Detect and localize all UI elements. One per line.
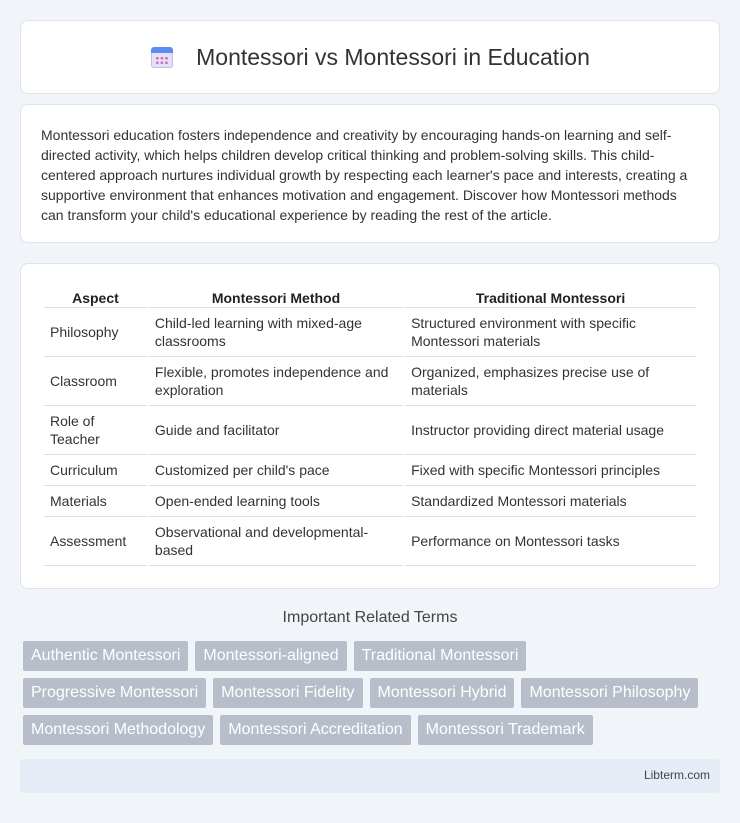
table-cell-aspect: Philosophy — [44, 308, 147, 357]
tag-traditional-montessori[interactable]: Traditional Montessori — [354, 641, 527, 671]
intro-card — [20, 104, 720, 243]
tag-montessori-fidelity[interactable]: Montessori Fidelity — [213, 678, 362, 708]
column-header-traditional-montessori: Traditional Montessori — [405, 286, 696, 308]
tag-montessori-philosophy[interactable]: Montessori Philosophy — [521, 678, 698, 708]
related-terms-list — [23, 641, 723, 752]
table-cell-traditional: Performance on Montessori tasks — [405, 517, 696, 566]
table-row — [44, 517, 696, 566]
column-header-aspect: Aspect — [44, 286, 147, 308]
comparison-table — [42, 286, 698, 566]
table-row — [44, 406, 696, 455]
tag-montessori-hybrid[interactable]: Montessori Hybrid — [370, 678, 515, 708]
table-row — [44, 357, 696, 406]
table-cell-traditional: Fixed with specific Montessori principles — [405, 455, 696, 486]
comparison-card — [20, 263, 720, 589]
table-cell-traditional: Organized, emphasizes precise use of materials — [405, 357, 696, 406]
table-cell-method: Flexible, promotes independence and exploration — [149, 357, 403, 406]
tag-montessori-accreditation[interactable]: Montessori Accreditation — [220, 715, 410, 745]
header-card — [20, 20, 720, 94]
table-cell-method: Customized per child's pace — [149, 455, 403, 486]
table-cell-method: Open-ended learning tools — [149, 486, 403, 517]
table-row — [44, 455, 696, 486]
calendar-icon — [150, 45, 174, 69]
column-header-montessori-method: Montessori Method — [149, 286, 403, 308]
table-header-row — [44, 286, 696, 308]
tag-montessori-trademark[interactable]: Montessori Trademark — [418, 715, 593, 745]
intro-text: Montessori education fosters independence and creativity by encouraging hands-on learning and self-directed activity, which helps children develop critical thinking and problem-solving skills. This child-centered approach nurtures individual growth by respecting each learner's pace and interests, creating a supportive environment that enhances motivation and engagement. Discover how Montessori methods can transform your child's educational experience by reading the rest of the article. — [41, 127, 688, 223]
table-cell-method: Guide and facilitator — [149, 406, 403, 455]
tag-authentic-montessori[interactable]: Authentic Montessori — [23, 641, 188, 671]
table-cell-aspect: Curriculum — [44, 455, 147, 486]
table-cell-aspect: Classroom — [44, 357, 147, 406]
tag-row — [23, 715, 723, 745]
table-cell-aspect: Materials — [44, 486, 147, 517]
tag-row — [23, 641, 723, 671]
page-title: Montessori vs Montessori in Education — [196, 43, 590, 70]
table-row — [44, 308, 696, 357]
footer — [20, 759, 720, 793]
table-cell-aspect: Role of Teacher — [44, 406, 147, 455]
footer-site-link[interactable]: Libterm.com — [643, 768, 710, 782]
tag-montessori-methodology[interactable]: Montessori Methodology — [23, 715, 213, 745]
tag-row — [23, 678, 723, 708]
table-cell-method: Child-led learning with mixed-age classrooms — [149, 308, 403, 357]
related-terms-title: Important Related Terms — [282, 609, 458, 626]
table-cell-traditional: Instructor providing direct material usage — [405, 406, 696, 455]
table-cell-traditional: Standardized Montessori materials — [405, 486, 696, 517]
table-cell-traditional: Structured environment with specific Montessori materials — [405, 308, 696, 357]
table-cell-method: Observational and developmental-based — [149, 517, 403, 566]
tag-montessori-aligned[interactable]: Montessori-aligned — [195, 641, 346, 671]
tag-progressive-montessori[interactable]: Progressive Montessori — [23, 678, 206, 708]
table-row — [44, 486, 696, 517]
table-cell-aspect: Assessment — [44, 517, 147, 566]
